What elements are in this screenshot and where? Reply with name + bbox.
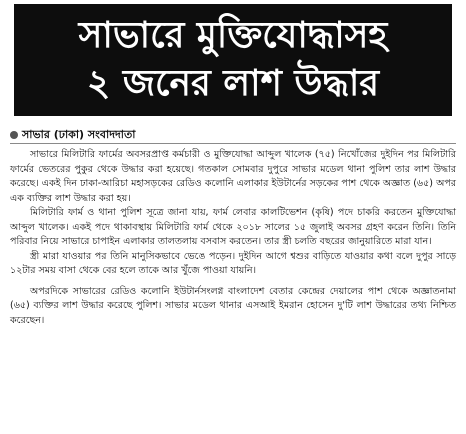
article-paragraph-2: মিলিটারি ফার্ম ও থানা পুলিশ সূত্রে জানা যায়, ফার্ম লেবার কালটিভেশন (কৃষি) পদে চাকরি করতেন মুক্তিযোদ্ধা আব্দুল খালেক। একই পদে থাকাবস্থায় মিলিটারি ফার্ম থেকে ২০১৮ সালের ১৫ জুলাই অবসর গ্রহণ করেন তিনি। তিনি পরিবার নিয়ে সাভারে চাপাইন এলাকার তালতলায় বসবাস করতেন। তার স্ত্রী চলতি বছরের জানুয়ারিতে মারা যান। [10,207,456,247]
headline-banner [14,4,452,116]
headline-line-2: ২ জনের লাশ উদ্ধার [86,63,380,104]
article-paragraph-1: সাভারে মিলিটারি ফার্মের অবসরপ্রাপ্ত কর্মচারী ও মুক্তিযোদ্ধা আব্দুল খালেক (৭৫) নিখোঁজের দুইদিন পর মিলিটারি ফার্মের ভেতরের পুকুর থেকে উদ্ধার করা হয়েছে। গতকাল সোমবার দুপুরে সাভার মডেল থানা পুলিশ তার লাশ উদ্ধার করেছে। একই দিন ঢাকা-আরিচা মহাসড়কের রেডিও কলোনি এলাকার ইউটার্নের সড়কের পাশ থেকে অজ্ঞাত (৬৫) অপর এক ব্যক্তির লাশ উদ্ধার করা হয়। [10,149,456,204]
article-paragraph-4: অপরদিকে সাভারের রেডিও কলোনি ইউটার্নসংলগ্ন বাংলাদেশ বেতার কেন্দ্রের দেয়ালের পাশ থেকে অজ্ঞাতনামা (৬৫) ব্যক্তির লাশ উদ্ধার করেছে পুলিশ। সাভার মডেল থানার এসআই ইমরান হোসেন দু'টি লাশ উদ্ধারের তথ্য নিশ্চিত করেছেন। [10,285,456,326]
bullet-icon [10,131,18,139]
byline-text: সাভার (ঢাকা) সংবাদদাতা [22,128,136,141]
headline-line-1: সাভারে মুক্তিযোদ্ধাসহ [78,15,388,56]
byline-divider [10,143,456,144]
article-body [10,148,456,328]
article-paragraph-3: স্ত্রী মারা যাওয়ার পর তিনি মানুসিকভাবে ভেঙে পড়েন। দুইদিন আগে শ্বশুর বাড়িতে যাওয়ার কথা বলে দুপুর সাড়ে ১২টার সময় বাসা থেকে বের হলে তাকে আর খুঁজে পাওয়া যায়নি। [10,250,456,276]
